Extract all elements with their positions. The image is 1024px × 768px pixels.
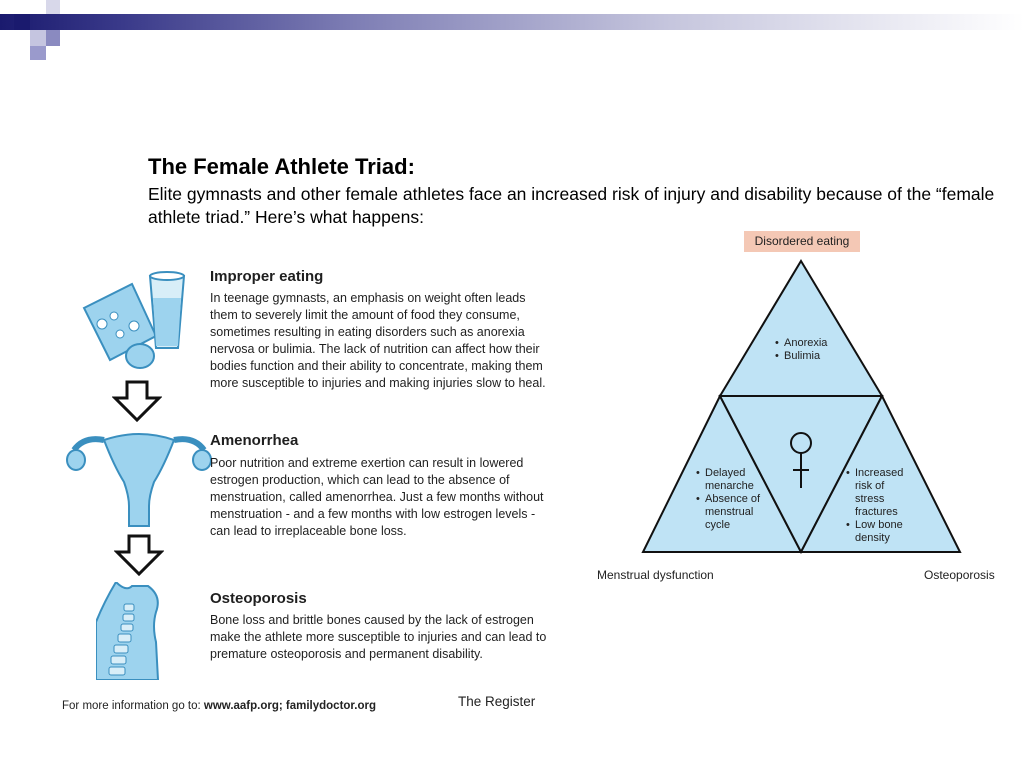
triangle-top-bullets [775,337,827,363]
slide-subtitle: Elite gymnasts and other female athletes face an increased risk of injury and disability because of the “female athlete triad.” Here’s what happens: [148,184,995,227]
bullet-item: • Bulimia [775,350,827,363]
food-and-water-icon [80,268,190,378]
header-square-mid [46,30,60,46]
footer-info-links: www.aafp.org; familydoctor.org [203,700,376,712]
triangle-top-section [720,261,882,396]
down-arrow-icon [114,534,164,576]
section-heading-improper-eating: Improper eating [210,268,324,285]
female-symbol-icon [788,430,814,490]
bullet-item: • Absence of menstrual cycle [696,493,774,532]
uterus-icon [64,426,214,532]
bullet-item: • Low bone density [846,519,916,545]
header-square-light [30,30,46,46]
header-square-dark [14,14,30,30]
section-body-osteoporosis: Bone loss and brittle bones caused by the lack of estrogen make the athlete more susceptible to injuries and can lead to premature osteoporosis and permanent disability. [210,613,547,661]
section-heading-amenorrhea: Amenorrhea [210,432,299,449]
section-body-improper-eating: In teenage gymnasts, an emphasis on weight often leads them to severely limit the amount of food they consume, sometimes resulting in eating disorders such as anorexia nervosa or bulimia. The lack of nutrition can affect how their bodies function and their ability to concentrate, making them more susceptible to injuries and making injuries slow to heal. [210,291,546,390]
triangle-left-bullets [696,467,774,532]
section-heading-osteoporosis: Osteoporosis [210,590,307,607]
bullet-item: • Delayed menarche [696,467,774,493]
bullet-item: • Anorexia [775,337,827,350]
triangle-right-label: Osteoporosis [924,568,995,582]
footer-credit: The Register [458,694,536,709]
footer-info [62,700,376,712]
triangle-top-label: Disordered eating [744,231,860,252]
triangle-right-bullets [846,467,916,545]
header-square-small [30,46,46,60]
slide-title: The Female Athlete Triad: [148,154,415,179]
down-arrow-icon [112,380,162,422]
triangle-left-label: Menstrual dysfunction [597,568,714,582]
header-band [0,14,1024,30]
header-square-pale [46,0,60,14]
section-body-amenorrhea: Poor nutrition and extreme exertion can result in lowered estrogen production, which can lead to the absence of menstruation, called amenorrhea. Just a few months without menstruation - and a few months with low estrogen levels - can lead to irreplaceable bone loss. [210,456,544,538]
spine-silhouette-icon [96,582,166,680]
footer-info-prefix: For more information go to: [62,700,204,712]
bullet-item: • Increased risk of stress fractures [846,467,916,519]
